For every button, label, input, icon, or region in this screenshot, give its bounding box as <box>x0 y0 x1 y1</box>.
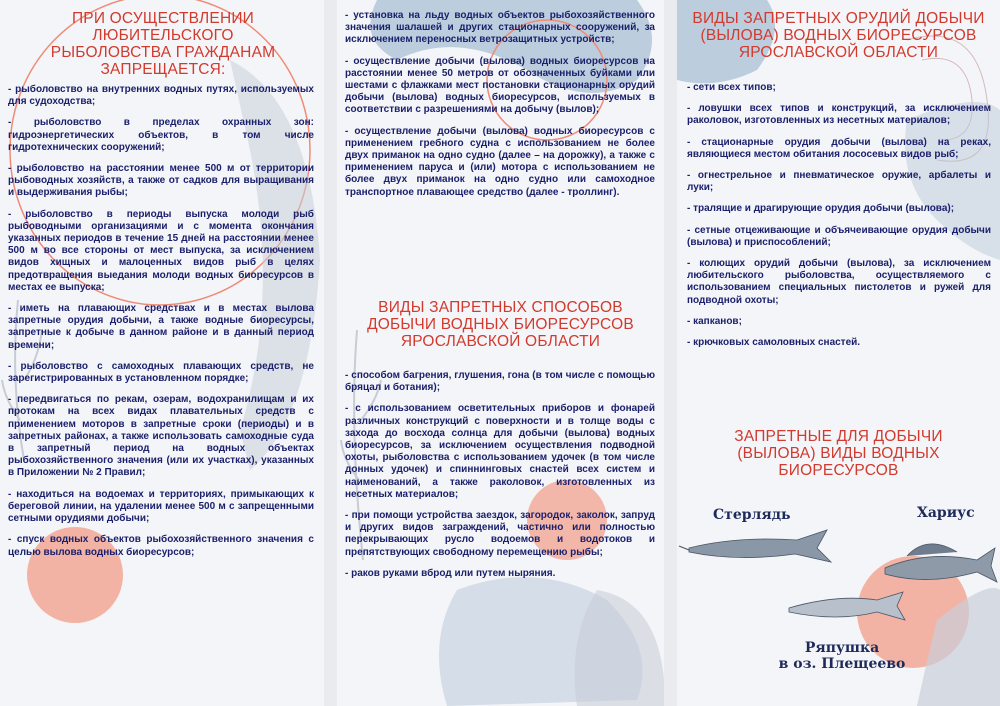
list-item: - иметь на плавающих средствах и в местах вылова запретные орудия добычи, а также водные биоресурсы, запретные к добыче в данном районе и в данный период времени; <box>8 303 314 351</box>
vendace-illustration <box>789 592 905 620</box>
list-item: - сети всех типов; <box>687 82 776 93</box>
list-item: - рыболовство в периоды выпуска молоди рыб рыбоводными организациями и с момента окончания указанных периодов в течение 15 дней на расстоянии менее 500 м во все стороны от мест выпуска, за исключением видов хищных и малоценных видов рыб в целях предотвращения выедания молоди водных биоресурсов в местах ее выпуска; <box>8 208 314 293</box>
list-item: - стационарные орудия добычи (вылова) на реках, являющиеся местом обитания лососевых видов рыб; <box>687 136 991 160</box>
list-item: - передвигаться по рекам, озерам, водохранилищам и их протокам на всех видах плавательных средств с применением моторов в запретные сроки (периоды) и в запретных районах, а также использовать самоходные суда в запретный период на водных объектах рыбохозяйственного значения (или их участках), указанных в Приложении № 2 Правил; <box>8 394 314 479</box>
list-item: - сетные отцеживающие и объячеивающие орудия добычи (вылова) и приспособлений; <box>687 224 991 248</box>
list-item: - находиться на водоемах и территориях, примыкающих к береговой линии, на удалении менее 500 м с запрещенными сетными орудиями добычи; <box>8 488 314 525</box>
list-item: - крючковых самоловных снастей. <box>687 337 861 349</box>
panel2-list-bottom <box>345 370 655 589</box>
list-item: - рыболовство на внутренних водных путях, используемых для судоходства; <box>8 84 314 108</box>
fish-illustrations <box>677 0 1000 706</box>
list-item: - рыболовство с самоходных плавающих средств, не зарегистрированных в установленном порядке; <box>8 360 314 385</box>
fish-label-grayling: Хариус <box>917 505 975 521</box>
list-item: - ловушки всех типов и конструкций, за исключением раколовок, изготовленных из несетных материалов; <box>687 103 991 127</box>
fish-label-vendace-line1: Ряпушка <box>804 640 880 656</box>
list-item: - раков руками вброд или путем ныряния. <box>345 567 556 579</box>
list-item: - осуществление добычи (вылова) водных биоресурсов на расстоянии менее 50 метров от обозначенных буйками или шестами с флажками мест постановки стационарных орудий добычи (вылова) водных биоресурсов, используемых в соответствии с разрешениями на добычу (вылов); <box>345 55 655 116</box>
list-item: - при помощи устройства заездок, загородок, заколок, запруд и других видов заграждений, частично или полностью перекрывающих русло водоемов и водотоков и препятствующих свободному перемещению рыбы; <box>345 510 655 558</box>
fish-label-vendace <box>767 640 917 672</box>
panel2-list-top <box>345 10 655 208</box>
list-item: - способом багрения, глушения, гона (в том числе с помощью бряцал и ботания); <box>345 370 655 394</box>
panel3-heading-species: ЗАПРЕТНЫЕ ДЛЯ ДОБЫЧИ (ВЫЛОВА) ВИДЫ ВОДНЫХ БИОРЕСУРСОВ <box>734 428 943 479</box>
panel-methods <box>337 0 664 706</box>
grayling-illustration <box>885 544 997 582</box>
list-item: - рыболовство в пределах охранных зон: гидроэнергетических объектов, в том числе гидротехнических сооружений; <box>8 117 314 153</box>
sterlet-illustration <box>679 530 831 562</box>
panel-gear <box>677 0 1000 706</box>
list-item: - колющих орудий добычи (вылова), за исключением любительского рыболовства, осуществляемого с использованием специальных пистолетов и ружей для подводной охоты; <box>687 258 991 306</box>
list-item: - с использованием осветительных приборов и фонарей различных конструкций с поверхности и в толще воды с захода до восхода солнца для добычи (вылова) водных биоресурсов, за исключением осуществления подводной охоты, рыболовства с использованием удочек (в том числе донных удочек) и спиннинговых снастей всех систем и наименований, а также раколовок, изготовленных из несетных материалов; <box>345 403 655 500</box>
panel3-heading-gear: ВИДЫ ЗАПРЕТНЫХ ОРУДИЙ ДОБЫЧИ (ВЫЛОВА) ВОДНЫХ БИОРЕСУРСОВ ЯРОСЛАВСКОЙ ОБЛАСТИ <box>692 10 985 61</box>
list-item: - осуществление добычи (вылова) водных биоресурсов с применением гребного судна с использованием не более двух приманок на одно судно (далее – на дорожку), а также с применением паруса и (или) мотора с использованием не более двух приманок на одно судно или самоходное транспортное плавающее средство (далее - троллинг). <box>345 125 655 198</box>
list-item: - установка на льду водных объектов рыбохозяйственного значения шалашей и других стационарных сооружений, за исключением переносных ветрозащитных устройств; <box>345 10 655 46</box>
list-item: - тралящие и драгирующие орудия добычи (вылова); <box>687 203 955 215</box>
list-item: - капканов; <box>687 315 742 327</box>
panel2-heading: ВИДЫ ЗАПРЕТНЫХ СПОСОБОВ ДОБЫЧИ ВОДНЫХ БИОРЕСУРСОВ ЯРОСЛАВСКОЙ ОБЛАСТИ <box>367 299 634 350</box>
list-item: - рыболовство на расстоянии менее 500 м от территории рыбоводных хозяйств, а также от садков для выращивания и выдерживания рыбы; <box>8 163 314 199</box>
panel-prohibitions <box>0 0 324 706</box>
list-item: - огнестрельное и пневматическое оружие, арбалеты и луки; <box>687 170 991 194</box>
panel1-heading: ПРИ ОСУЩЕСТВЛЕНИИ ЛЮБИТЕЛЬСКОГО РЫБОЛОВСТВА ГРАЖДАНАМ ЗАПРЕЩАЕТСЯ: <box>50 10 276 78</box>
list-item: - спуск водных объектов рыбохозяйственного значения с целью вылова водных биоресурсов; <box>8 534 314 558</box>
fish-label-sterlet: Стерлядь <box>713 507 791 523</box>
panel1-list <box>8 84 314 568</box>
fish-label-vendace-line2: в оз. Плещеево <box>778 656 906 672</box>
